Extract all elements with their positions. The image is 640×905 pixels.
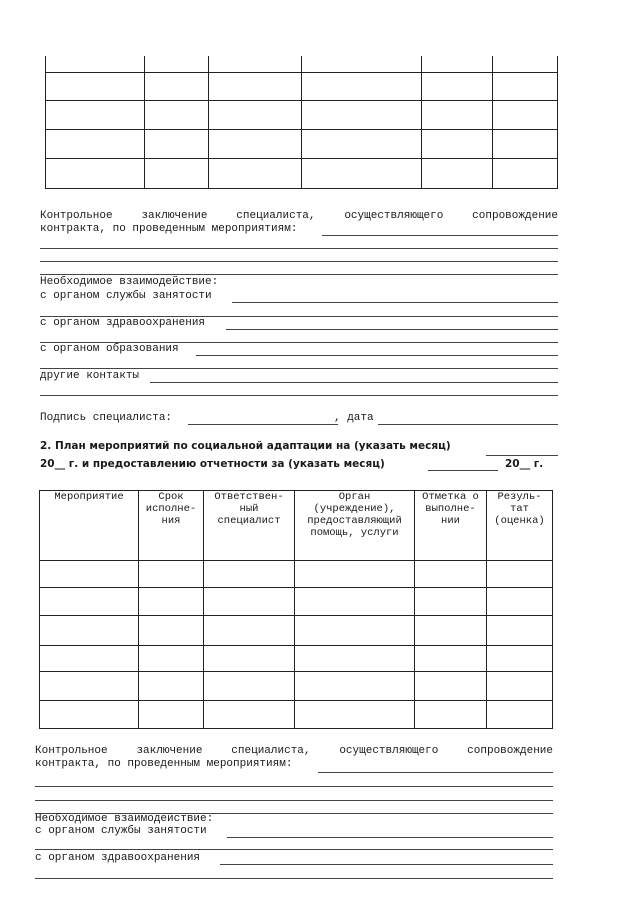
- month-input-line[interactable]: [486, 455, 558, 456]
- table-row: [46, 56, 558, 72]
- date-label: , дата: [334, 412, 374, 424]
- employment-service-input-line[interactable]: [232, 302, 558, 303]
- employment-service-input-line[interactable]: [227, 837, 553, 838]
- conclusion-input-line[interactable]: [35, 800, 553, 801]
- table-row: [40, 561, 553, 588]
- top-activities-table: [45, 56, 558, 189]
- table-row: [40, 701, 553, 729]
- control-conclusion-text: Контрольное заключение специалиста, осуществляющего сопровождение: [40, 210, 558, 222]
- table-header-row: [40, 491, 553, 561]
- education-label: с органом образования: [40, 343, 179, 355]
- header-provider: Орган (учреждение), предоставляющий помощь, услуги: [295, 491, 415, 561]
- other-contacts-input-line[interactable]: [150, 382, 558, 383]
- header-deadline: Срок исполне- ния: [139, 491, 204, 561]
- table-row: [46, 158, 558, 188]
- education-input-line[interactable]: [196, 355, 558, 356]
- table-row: [40, 672, 553, 701]
- date-input-line[interactable]: [378, 424, 558, 425]
- header-responsible: Ответствен- ный специалист: [204, 491, 295, 561]
- table-row: [40, 646, 553, 672]
- table-row: [40, 616, 553, 646]
- section2-heading-cont: 20__ г. и предоставлению отчетности за (указать месяц): [40, 458, 385, 470]
- healthcare-input-line[interactable]: [226, 329, 558, 330]
- employment-service-input-line[interactable]: [35, 849, 553, 850]
- other-contacts-input-line[interactable]: [40, 395, 558, 396]
- header-result: Резуль- тат (оценка): [487, 491, 553, 561]
- table-cell[interactable]: [46, 56, 145, 72]
- signature-input-line[interactable]: [188, 424, 338, 425]
- table-row: [46, 129, 558, 158]
- conclusion-input-line[interactable]: [35, 786, 553, 787]
- healthcare-input-line[interactable]: [220, 864, 553, 865]
- signature-label: Подпись специалиста:: [40, 412, 173, 424]
- healthcare-label-2: с органом здравоохранения: [35, 852, 201, 864]
- plan-table: [39, 490, 553, 729]
- employment-service-label: с органом службы занятости: [40, 290, 212, 302]
- header-completion-mark: Отметка о выполне- нии: [415, 491, 487, 561]
- table-row: [40, 588, 553, 616]
- healthcare-input-line[interactable]: [35, 878, 553, 879]
- table-row: [46, 100, 558, 129]
- conclusion-input-line[interactable]: [322, 235, 558, 236]
- table-row: [46, 72, 558, 100]
- interaction-title: Необходимое взаимодействие:: [40, 276, 219, 288]
- control-conclusion-text-2: Контрольное заключение специалиста, осуществляющего сопровождение: [35, 745, 553, 757]
- education-input-line[interactable]: [40, 368, 558, 369]
- control-conclusion-text-2-cont: контракта, по проведенным мероприятиям:: [35, 758, 293, 770]
- section2-heading: 2. План мероприятий по социальной адаптации на (указать месяц): [40, 440, 451, 452]
- interaction-title-2: Необходимое взаимодействие:: [35, 813, 214, 825]
- conclusion-input-line[interactable]: [40, 248, 558, 249]
- conclusion-input-line[interactable]: [40, 274, 558, 275]
- report-month-input-line[interactable]: [428, 470, 498, 471]
- control-conclusion-text-cont: контракта, по проведенным мероприятиям:: [40, 223, 298, 235]
- conclusion-input-line[interactable]: [318, 772, 553, 773]
- healthcare-label: с органом здравоохранения: [40, 317, 206, 329]
- conclusion-input-line[interactable]: [40, 261, 558, 262]
- header-activity: Мероприятие: [40, 491, 139, 561]
- other-contacts-label: другие контакты: [40, 370, 140, 382]
- section2-year-suffix: 20__ г.: [505, 458, 544, 470]
- employment-service-label-2: с органом службы занятости: [35, 825, 207, 837]
